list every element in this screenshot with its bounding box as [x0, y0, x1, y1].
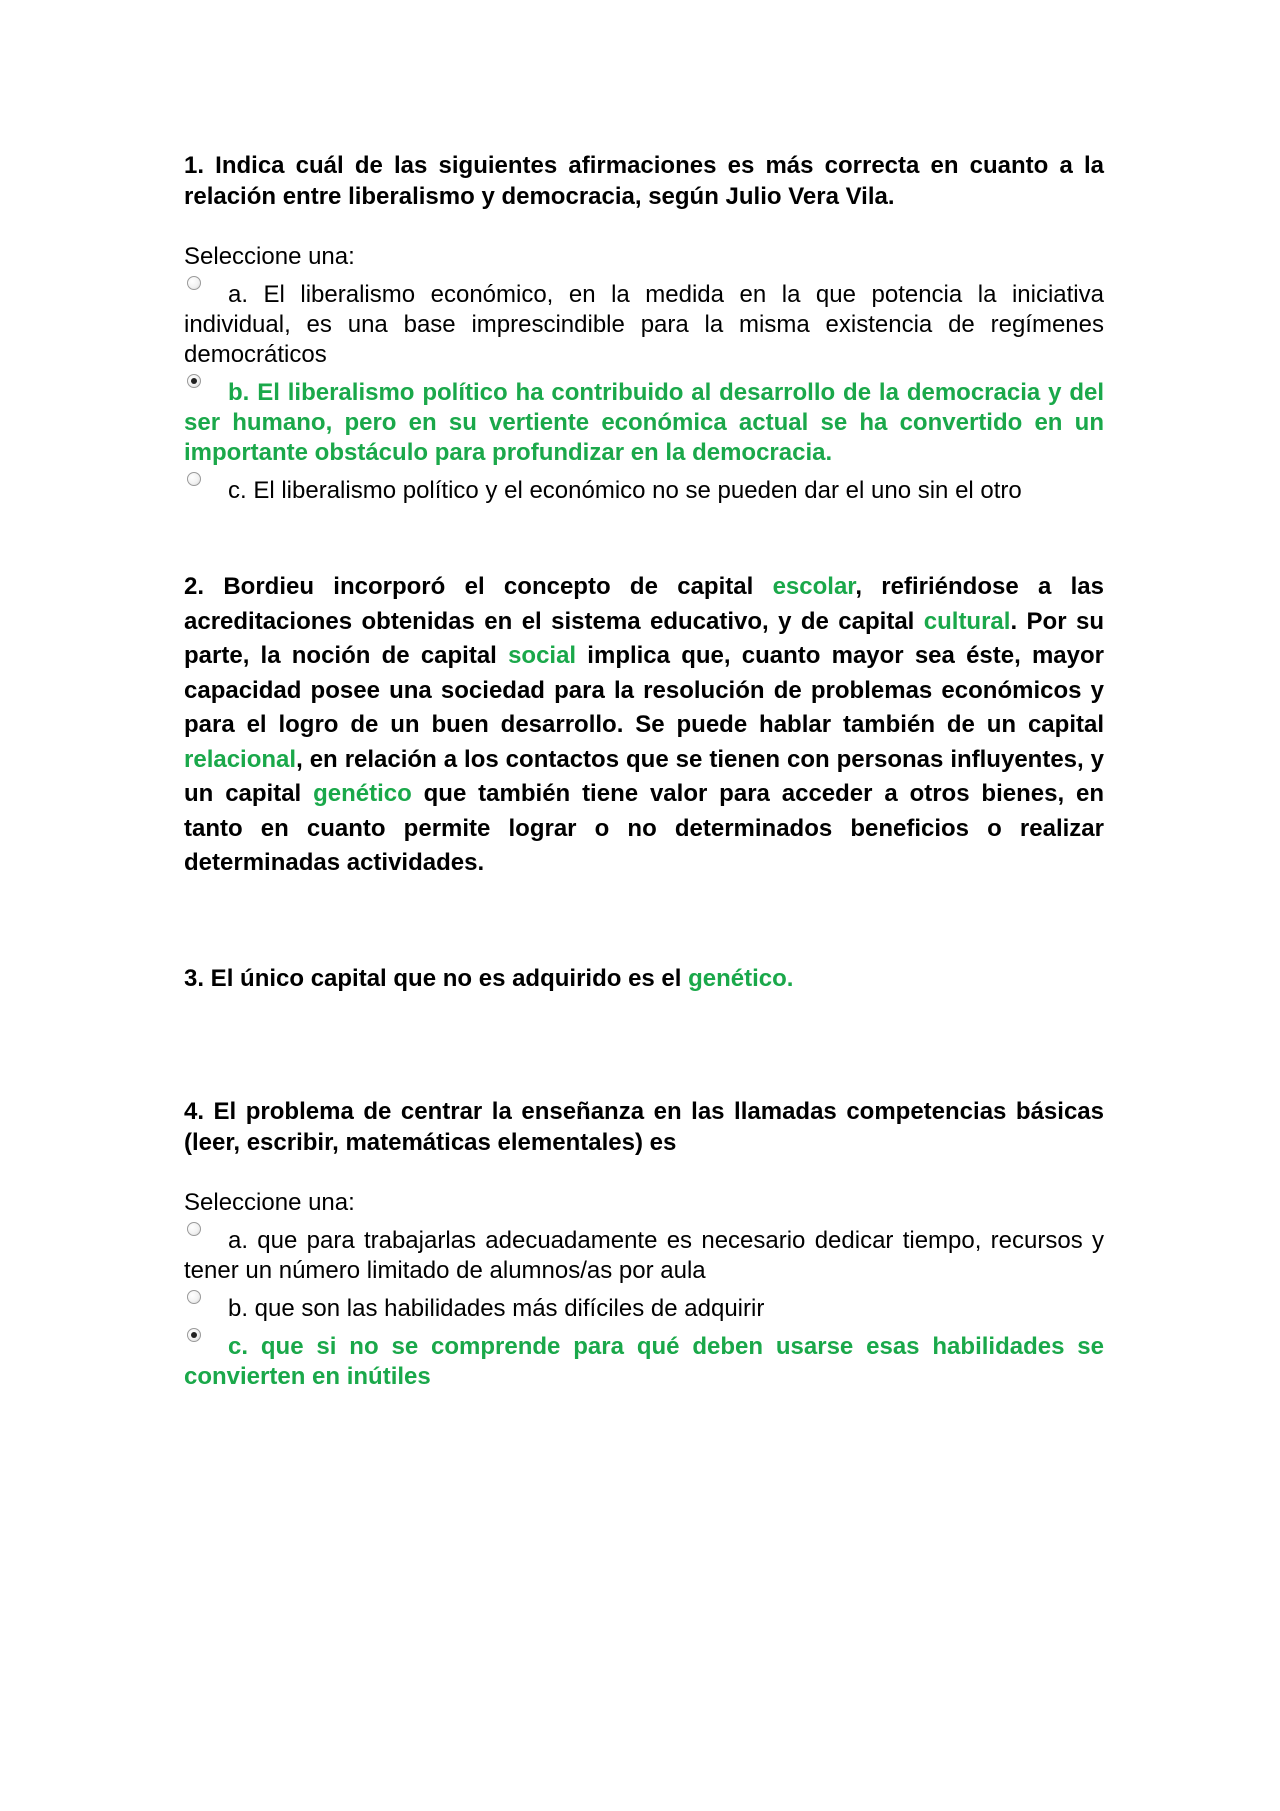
- answer-genetico: genético: [313, 780, 412, 807]
- answer-relacional: relacional: [184, 745, 297, 773]
- quiz-document: [184, 150, 1104, 1392]
- question-4-option-a[interactable]: [184, 1226, 1104, 1286]
- question-2-part: , refiriéndose a las acreditaciones obtenidas en el sistema educativo, y de capital: [184, 573, 1104, 635]
- question-3-answer: genético.: [688, 964, 794, 992]
- answer-cultural: cultural: [923, 607, 1011, 635]
- question-4-option-c[interactable]: [184, 1332, 1104, 1392]
- question-3: [184, 963, 1104, 994]
- question-3-prefix: 3. El único capital que no es adquirido es el: [184, 964, 689, 992]
- radio-unchecked-icon[interactable]: [187, 276, 201, 290]
- question-2-part: . Por su parte, la noción de capital: [184, 607, 1104, 669]
- answer-social: social: [508, 642, 577, 669]
- question-4-option-b-text: b. que son las habilidades más difíciles de adquirir: [228, 1294, 765, 1322]
- question-2-part: , en relación a los contactos que se tienen con personas influyentes, y un capital: [184, 745, 1104, 807]
- question-1-option-b[interactable]: [184, 378, 1104, 468]
- question-4-option-c-text: c. que si no se comprende para qué deben usarse esas habilidades se convierten en inútiles: [184, 1332, 1104, 1390]
- question-1-select-label: Seleccione una:: [184, 243, 355, 270]
- question-1-option-a[interactable]: [184, 280, 1104, 370]
- question-2-part: que también tiene valor para acceder a otros bienes, en tanto en cuanto permite lograr o no determinados beneficios o realizar determinadas actividades.: [184, 780, 1105, 876]
- radio-unchecked-icon[interactable]: [187, 1222, 201, 1236]
- question-2-part: 2. Bordieu incorporó el concepto de capital: [184, 573, 773, 600]
- question-1-option-a-text: a. El liberalismo económico, en la medida en la que potencia la iniciativa individual, es una base imprescindible para la misma existencia de regímenes democráticos: [184, 281, 1104, 368]
- question-3-text: [184, 963, 1104, 994]
- answer-escolar: escolar: [772, 573, 856, 600]
- question-2-part: implica que, cuanto mayor sea éste, mayor capacidad posee una sociedad para la resolución de problemas económicos y para el logro de un buen desarrollo. Se puede hablar también de un capital: [184, 642, 1105, 738]
- question-4-option-a-text: a. que para trabajarlas adecuadamente es necesario dedicar tiempo, recursos y tener un número limitado de alumnos/as por aula: [184, 1226, 1104, 1284]
- question-2: [184, 570, 1104, 881]
- question-1-text: 1. Indica cuál de las siguientes afirmaciones es más correcta en cuanto a la relación entre liberalismo y democracia, según Julio Vera Vila.: [184, 152, 1104, 210]
- question-4-select-label: Seleccione una:: [184, 1188, 355, 1216]
- radio-checked-icon[interactable]: [187, 1328, 201, 1342]
- question-1-option-c-text: c. El liberalismo político y el económico no se pueden dar el uno sin el otro: [228, 477, 1022, 504]
- question-1-option-c[interactable]: [184, 476, 1104, 506]
- question-2-text: [184, 570, 1104, 881]
- question-4-text: 4. El problema de centrar la enseñanza en las llamadas competencias básicas (leer, escribir, matemáticas elementales) es: [184, 1097, 1104, 1156]
- question-1-option-b-text: b. El liberalismo político ha contribuido al desarrollo de la democracia y del ser humano, pero en su vertiente económica actual se ha convertido en un importante obstáculo para profundizar en la democracia.: [184, 379, 1104, 466]
- question-1: [184, 150, 1104, 506]
- radio-checked-icon[interactable]: [187, 374, 201, 388]
- radio-unchecked-icon[interactable]: [187, 472, 201, 486]
- radio-unchecked-icon[interactable]: [187, 1290, 201, 1304]
- question-4: [184, 1096, 1104, 1392]
- question-4-option-b[interactable]: [184, 1294, 1104, 1324]
